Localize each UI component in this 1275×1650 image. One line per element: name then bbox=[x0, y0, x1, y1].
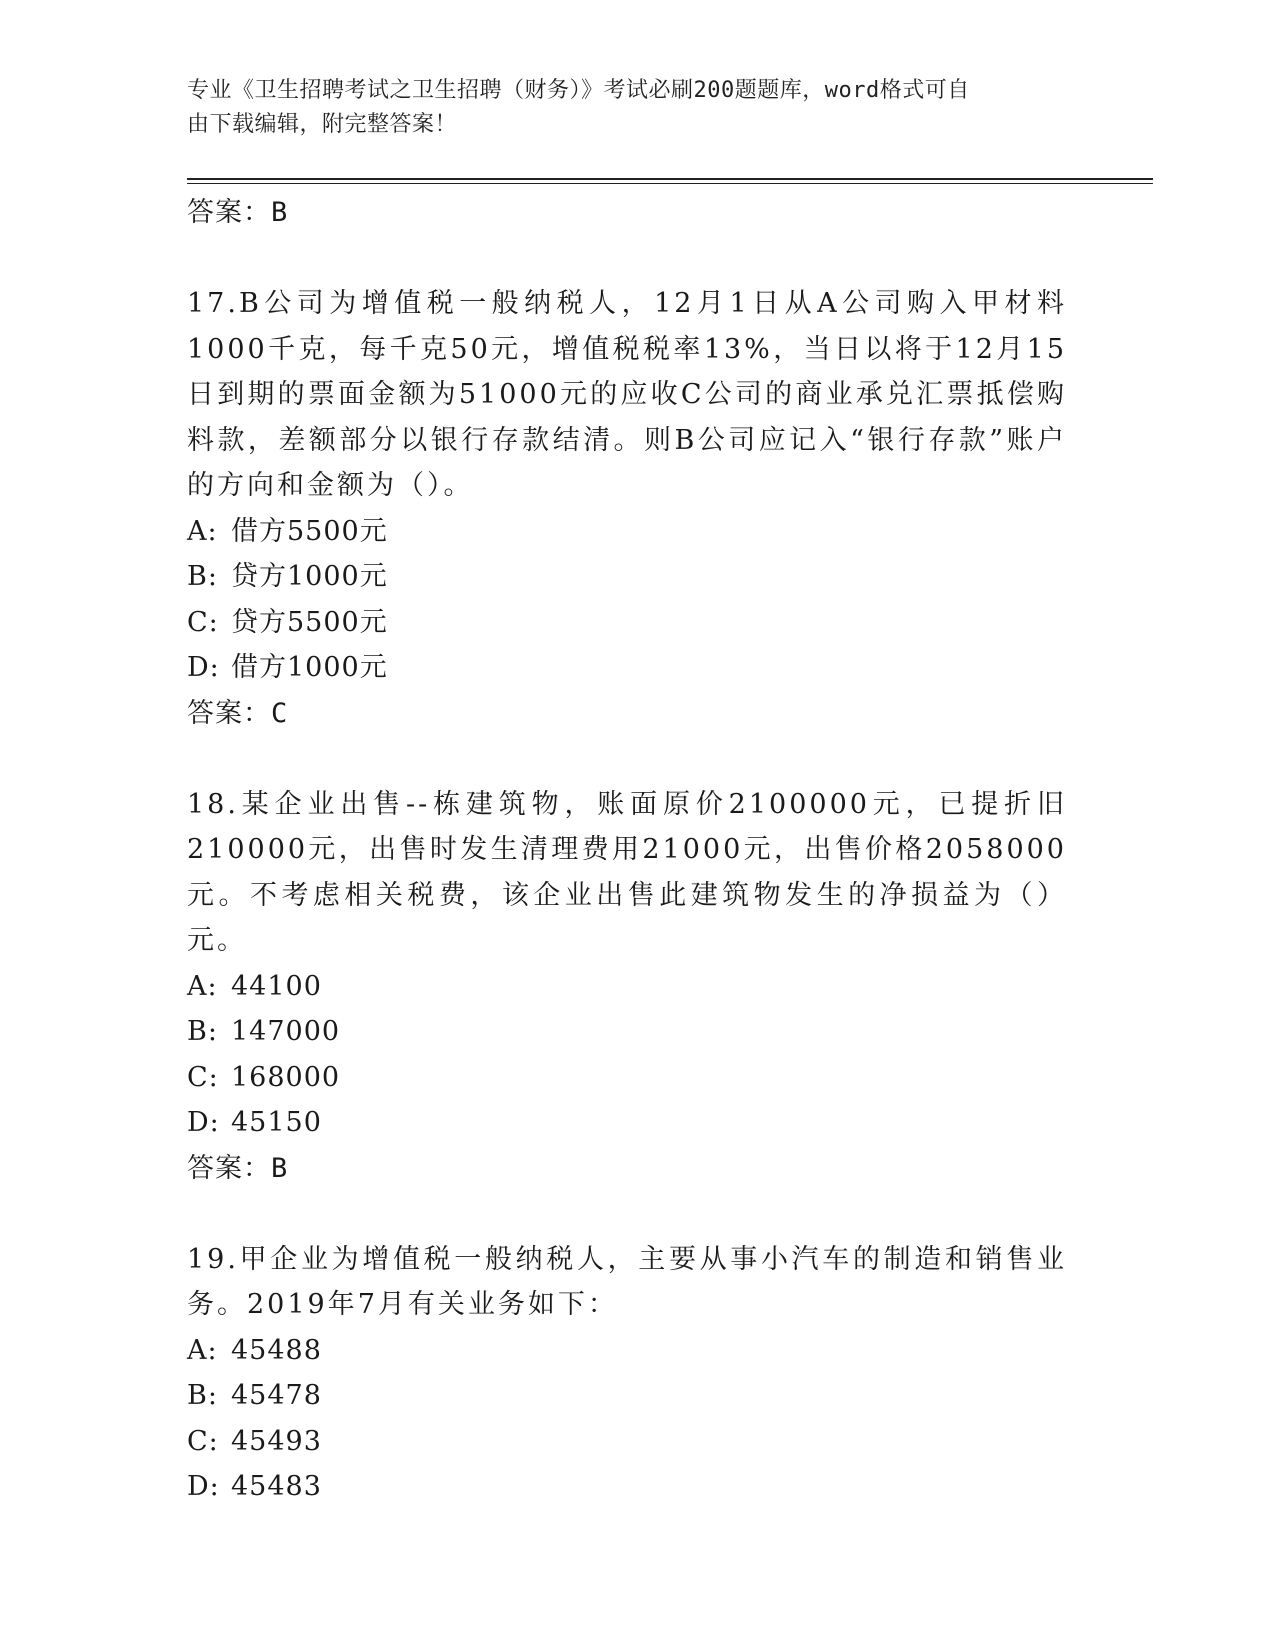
question-block-17 bbox=[187, 281, 1067, 737]
option-d bbox=[187, 1464, 1067, 1510]
header-line-1: 专业《卫生招聘考试之卫生招聘（财务）》考试必刷200题题库，word格式可自 bbox=[187, 78, 970, 103]
question-text: 17.B公司为增值税一般纳税人，12月1日从A公司购入甲材料1000千克，每千克50元，增值税税率13%，当日以将于12月15日到期的票面金额为51000元的应收C公司的商业承兑汇票抵偿购料款，差额部分以银行存款结清。则B公司应记入“银行存款”账户的方向和金额为（）。 bbox=[187, 288, 1067, 501]
option-text: 45478 bbox=[231, 1380, 322, 1411]
option-letter: C: bbox=[187, 1425, 219, 1457]
option-c bbox=[187, 1419, 1067, 1465]
header-line-2: 由下载编辑，附完整答案！ bbox=[187, 112, 458, 137]
option-text: 借方5500元 bbox=[231, 515, 388, 547]
question-text: 18.某企业出售--栋建筑物，账面原价2100000元，已提折旧210000元，出售时发生清理费用21000元，出售价格2058000元。不考虑相关税费，该企业出售此建筑物发生的净损益为（）元。 bbox=[187, 788, 1067, 956]
option-text: 贷方1000元 bbox=[231, 561, 388, 592]
option-c bbox=[187, 600, 1067, 646]
document-header bbox=[187, 74, 1067, 142]
spacer bbox=[187, 737, 1067, 782]
option-letter: A: bbox=[187, 1334, 218, 1366]
option-letter: D: bbox=[187, 1471, 220, 1502]
option-text: 借方1000元 bbox=[231, 652, 388, 683]
option-letter: C: bbox=[187, 606, 219, 638]
answer-line: 答案：B bbox=[187, 1152, 289, 1184]
question-block-19 bbox=[187, 1237, 1067, 1510]
option-text: 44100 bbox=[231, 970, 322, 1002]
option-text: 45488 bbox=[231, 1334, 322, 1366]
option-letter: B: bbox=[187, 1016, 218, 1047]
option-text: 147000 bbox=[231, 1016, 341, 1047]
option-text: 45483 bbox=[231, 1471, 322, 1502]
option-letter: B: bbox=[187, 561, 218, 592]
option-c bbox=[187, 1055, 1067, 1101]
option-text: 45493 bbox=[231, 1425, 322, 1457]
document-body bbox=[187, 190, 1067, 1510]
option-b bbox=[187, 554, 1067, 600]
answer-line: 答案：C bbox=[187, 697, 289, 729]
previous-answer: 答案：B bbox=[187, 197, 289, 228]
option-letter: D: bbox=[187, 1107, 220, 1138]
question-text: 19.甲企业为增值税一般纳税人，主要从事小汽车的制造和销售业务。2019年7月有关业务如下： bbox=[187, 1243, 1067, 1320]
spacer bbox=[187, 1192, 1067, 1237]
option-a bbox=[187, 1328, 1067, 1374]
option-letter: D: bbox=[187, 652, 220, 683]
question-block-18 bbox=[187, 782, 1067, 1192]
option-text: 168000 bbox=[231, 1061, 341, 1093]
header-divider-thick bbox=[187, 178, 1153, 180]
header-divider-thin bbox=[187, 183, 1153, 184]
option-d bbox=[187, 645, 1067, 691]
option-text: 贷方5500元 bbox=[231, 606, 388, 638]
option-letter: A: bbox=[187, 970, 218, 1002]
option-a bbox=[187, 509, 1067, 555]
option-letter: B: bbox=[187, 1380, 218, 1411]
option-letter: A: bbox=[187, 515, 218, 547]
option-letter: C: bbox=[187, 1061, 219, 1093]
option-b bbox=[187, 1373, 1067, 1419]
option-a bbox=[187, 964, 1067, 1010]
option-text: 45150 bbox=[231, 1107, 322, 1138]
option-b bbox=[187, 1009, 1067, 1055]
option-d bbox=[187, 1100, 1067, 1146]
spacer bbox=[187, 236, 1067, 281]
